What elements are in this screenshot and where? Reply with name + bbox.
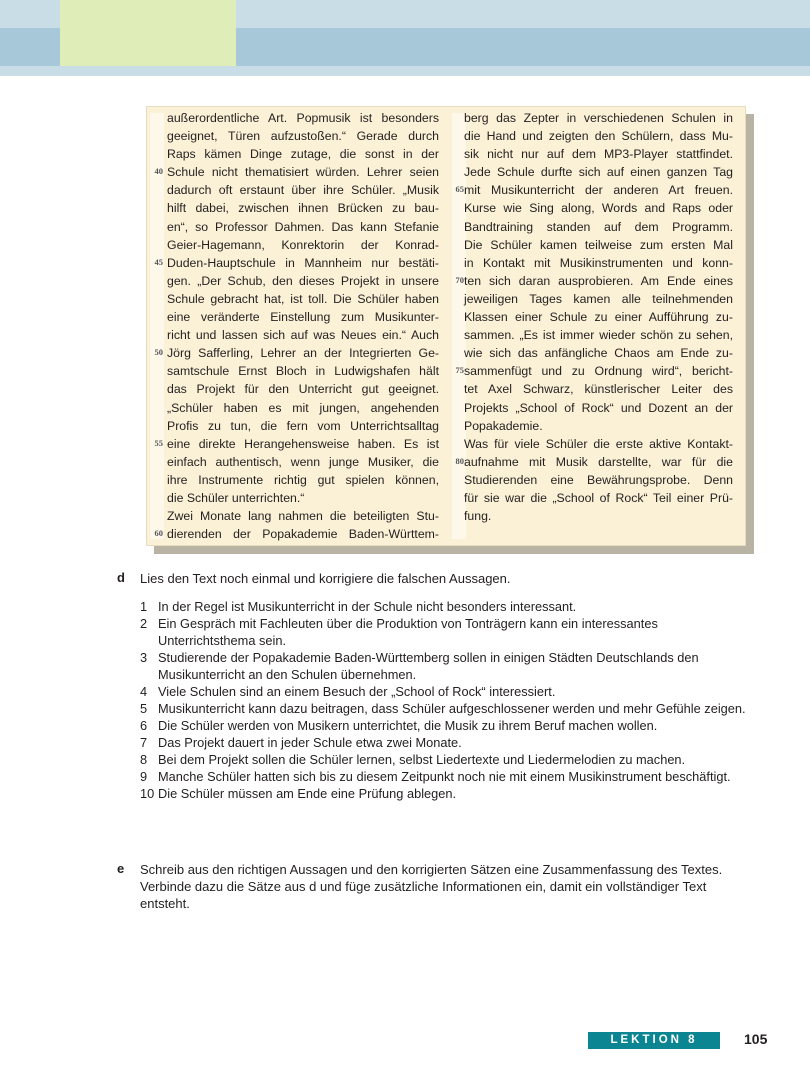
text-line: Was für viele Schüler die erste aktive Kontakt- (464, 436, 733, 451)
statement-item (140, 717, 750, 734)
statement-item (140, 615, 750, 649)
text-line: ihre Instrumente richtig gut spielen können, (167, 472, 439, 487)
text-line: Studierenden eine Bewährungsprobe. Denn (464, 472, 733, 487)
text-line: mit Musikunterricht der anderen Art freuen. (464, 183, 733, 198)
text-line: sik nicht nur auf dem MP3-Player stattfindet. (464, 147, 733, 162)
text-line: Projekts „School of Rock“ und Dozent an der (464, 400, 733, 415)
text-line: dierenden der Popakademie Baden-Württem- (167, 527, 439, 542)
statement-number: 5 (140, 701, 148, 716)
text-line: hilft dabei, zwischen ihnen Brücken zu bau- (167, 201, 439, 216)
header-accent-block (60, 0, 236, 66)
text-line: Schule gebracht hat, ist toll. Die Schüler haben (167, 291, 439, 306)
line-number: 65 (455, 184, 464, 194)
line-number: 75 (455, 365, 464, 375)
text-line: sammenfügt und zu Ordnung wird“, bericht- (464, 364, 733, 379)
text-line: Schule nicht thematisiert würden. Lehrer seien (167, 165, 439, 180)
text-line: Popakademie. (464, 418, 543, 433)
statement-text: Das Projekt dauert in jeder Schule etwa zwei Monate. (158, 735, 462, 750)
statement-item (140, 734, 750, 751)
task-e-letter: e (117, 861, 125, 876)
statement-number: 3 (140, 650, 148, 665)
text-line: „Schüler haben es mit jungen, angehenden (167, 400, 439, 415)
line-number: 50 (154, 347, 163, 357)
text-line: Jörg Safferling, Lehrer an der Integrierten Ge- (167, 346, 439, 361)
line-number: 70 (455, 275, 464, 285)
statement-text: Bei dem Projekt sollen die Schüler lernen, selbst Liedertexte und Liedermelodien zu machen. (158, 752, 686, 767)
text-line: gen. „Der Schub, den dieses Projekt in unsere (167, 273, 439, 288)
text-line: in Kontakt mit Musikinstrumenten und konn- (464, 255, 733, 270)
text-line: dadurch oft erstaunt über ihre Schüler. „Musik (167, 183, 439, 198)
text-line: die Hand und zeigten den Schülern, dass Mu- (464, 129, 733, 144)
statement-text: Viele Schulen sind an einem Besuch der „School of Rock“ interessiert. (158, 684, 556, 699)
text-line: Klassen einer Schule zu einer Aufführung zu- (464, 310, 733, 325)
statement-number: 8 (140, 752, 148, 767)
statement-item (140, 649, 750, 683)
statement-item (140, 751, 750, 768)
task-e-instruction: Schreib aus den richtigen Aussagen und den korrigierten Sätzen eine Zusammenfassung des Textes. Verbinde dazu die Sätze aus d und füge zusätzliche Informationen ein, damit ein vollständiger Text entsteht. (140, 862, 723, 911)
text-line: Duden-Hauptschule in Mannheim nur bestäti- (167, 255, 439, 270)
text-line: aufnahme mit Musik darstellte, war für die (464, 454, 733, 469)
statement-number: 2 (140, 616, 148, 631)
statement-item (140, 598, 750, 615)
page-number: 105 (744, 1031, 768, 1047)
statement-number: 7 (140, 735, 148, 750)
task-d-letter: d (117, 570, 125, 585)
text-line: wie sich das anfängliche Chaos am Ende zu- (464, 346, 733, 361)
line-number: 60 (154, 528, 163, 538)
text-column-left (167, 109, 439, 543)
text-line: Die Schüler kamen teilweise zum ersten Mal (464, 237, 733, 252)
text-line: außerordentliche Art. Popmusik ist besonders (167, 111, 439, 125)
statement-text: In der Regel ist Musikunterricht in der Schule nicht besonders interessant. (158, 599, 577, 614)
text-line: für sie war die „School of Rock“ Teil einer Prü- (464, 490, 733, 505)
statement-text: Manche Schüler hatten sich bis zu diesem Zeitpunkt noch nie mit einem Musikinstrument beschäftigt. (158, 769, 731, 784)
text-line: sammen. „Es ist immer wieder schön zu sehen, (464, 328, 733, 343)
text-line: Bandtraining standen auf dem Programm. (464, 219, 733, 234)
statement-number: 6 (140, 718, 148, 733)
header-band-bottom (0, 66, 810, 76)
line-number: 55 (154, 438, 163, 448)
line-number: 45 (154, 257, 163, 267)
line-number-gutter-left (150, 113, 164, 539)
statement-text: Musikunterricht kann dazu beitragen, dass Schüler aufgeschlossener werden und mehr Gefühle zeigen. (158, 701, 746, 716)
statement-number: 4 (140, 684, 148, 699)
text-column-right (464, 109, 733, 525)
statement-item (140, 785, 750, 802)
text-line: eine veränderte Einstellung zum Musikunter- (167, 310, 439, 325)
statement-number: 1 (140, 599, 148, 614)
text-line: Profis zu tun, die fern vom Unterrichtsalltag (167, 418, 439, 433)
text-line: eine direkte Herangehensweise haben. Es ist (167, 436, 439, 451)
text-line: die Schüler unterrichten.“ (167, 490, 305, 505)
text-line: richt und lassen sich auf was Neues ein.“ Auch (167, 328, 439, 343)
text-line: samtschule Ernst Bloch in Ludwigshafen hält (167, 364, 439, 379)
reading-text-box (146, 106, 746, 546)
text-line: Geier-Hagemann, Konrektorin der Konrad- (167, 237, 439, 252)
statement-text: Die Schüler müssen am Ende eine Prüfung ablegen. (158, 786, 457, 801)
text-line: Raps kämen Dinge zutage, die sonst in der (167, 147, 439, 162)
statement-item (140, 683, 750, 700)
text-line: berg das Zepter in verschiedenen Schulen in (464, 111, 733, 125)
text-line: Zwei Monate lang nahmen die beteiligten Stu- (167, 509, 439, 524)
text-line: das Projekt für den Unterricht gut geeignet. (167, 382, 439, 397)
text-line: fung. (464, 509, 492, 524)
statement-number: 9 (140, 769, 148, 784)
text-line: Jede Schule durfte sich auf einen ganzen Tag (464, 165, 733, 180)
statement-number: 10 (140, 786, 155, 801)
lesson-badge: LEKTION 8 (588, 1032, 720, 1049)
line-number: 40 (154, 166, 163, 176)
text-line: Kurse wie Sing along, Words and Raps oder (464, 201, 733, 216)
text-line: jeweiligen Tages kamen alle teilnehmenden (464, 291, 733, 306)
text-line: en“, so Professor Dahmen. Das kann Stefanie (167, 219, 439, 234)
statement-text: Ein Gespräch mit Fachleuten über die Produktion von Tonträgern kann ein interessantes Unterrichtsthema sein. (158, 616, 658, 648)
statement-item (140, 700, 750, 717)
statement-text: Die Schüler werden von Musikern unterrichtet, die Musik zu ihrem Beruf machen wollen. (158, 718, 658, 733)
task-d-statement-list (140, 598, 750, 802)
text-line: einfach authentisch, wenn junge Musiker, die (167, 454, 439, 469)
statement-text: Studierende der Popakademie Baden-Württemberg sollen in einigen Städten Deutschlands den Musikunterricht an den Schulen übernehmen. (158, 650, 699, 682)
text-line: geeignet, Türen aufzustoßen.“ Gerade durch (167, 129, 439, 144)
text-line: ten sich daran ausprobieren. Am Ende eines (464, 273, 733, 288)
text-line: tet Axel Schwarz, künstlerischer Leiter des (464, 382, 733, 397)
statement-item (140, 768, 750, 785)
line-number: 80 (455, 456, 464, 466)
task-d-instruction: Lies den Text noch einmal und korrigiere die falschen Aussagen. (140, 571, 511, 586)
